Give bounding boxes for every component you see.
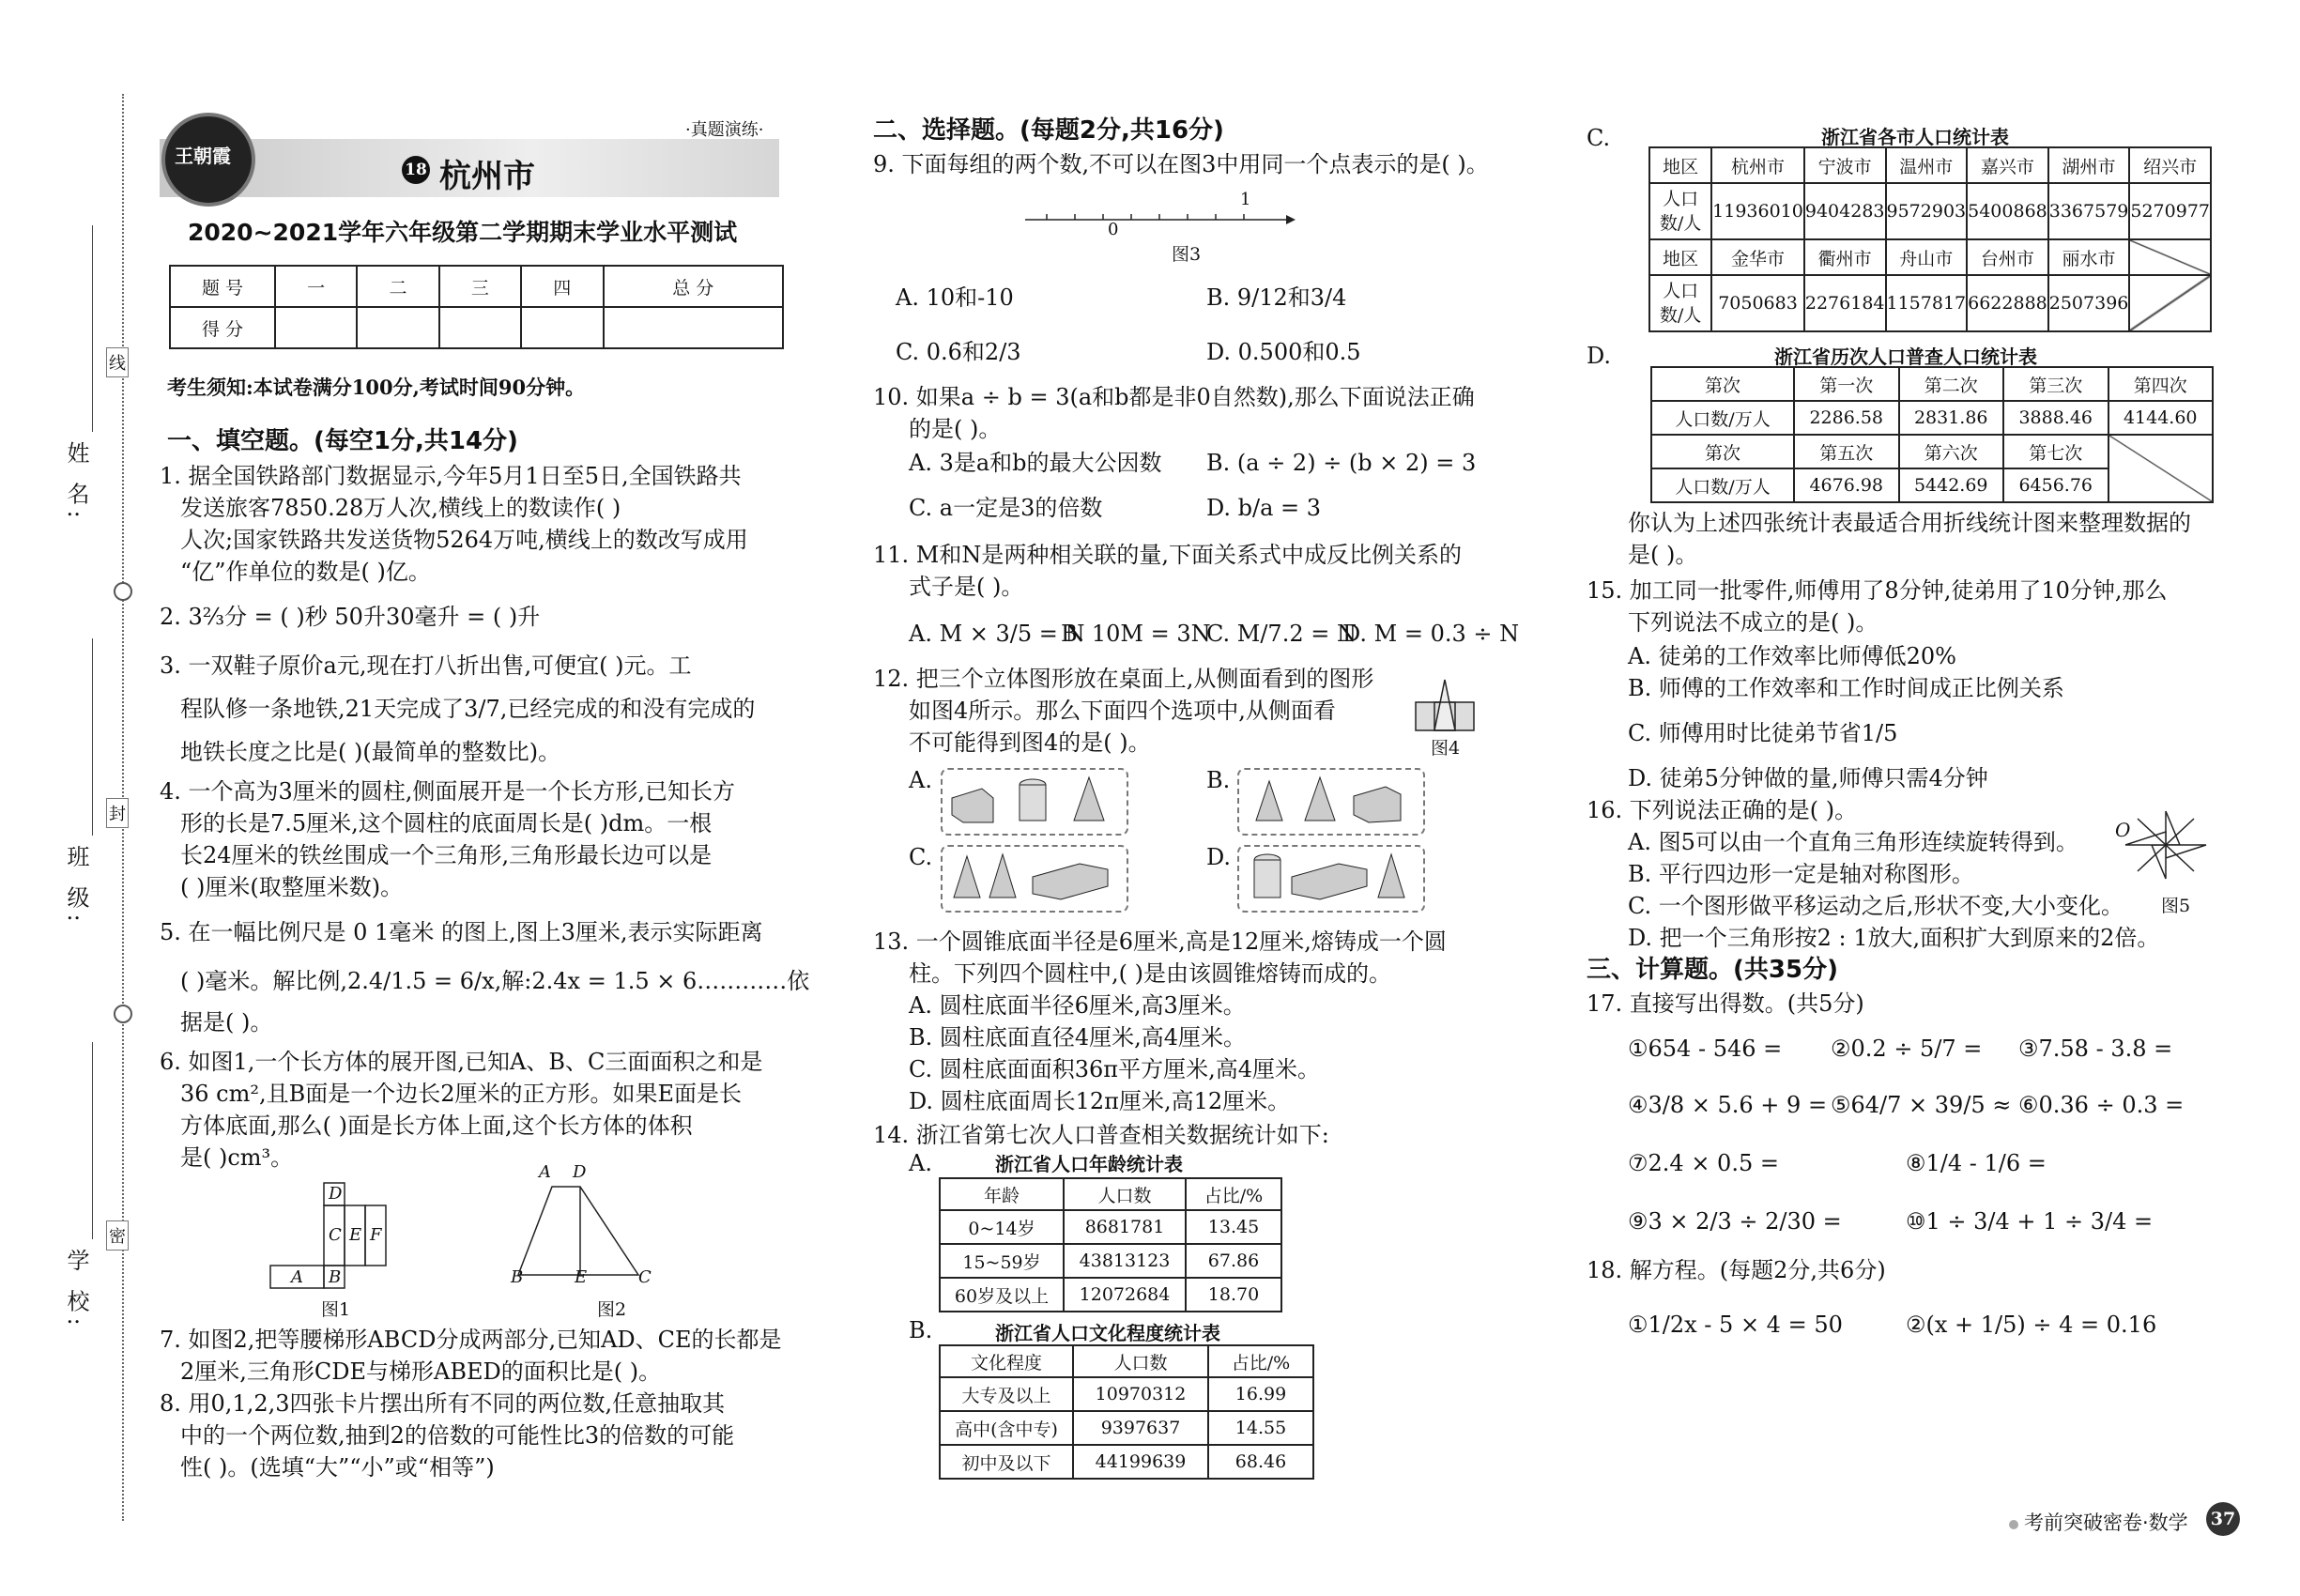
q11-option-b: B. 10M = 3N (1061, 621, 1211, 647)
q17-item: ②0.2 ÷ 5/7 = (1831, 1036, 1983, 1062)
cone-icon (1256, 781, 1282, 821)
table-c-label: C. (1587, 125, 1611, 151)
table-row (940, 1411, 1313, 1445)
q18-item: ②(x + 1/5) ÷ 4 = 0.16 (1906, 1312, 2157, 1338)
fig2-label: 图2 (597, 1299, 627, 1320)
table-row (1651, 401, 2213, 435)
table-cell: 1157817 (1886, 275, 1968, 331)
q13-line: 柱。下列四个圆柱中,( )是由该圆锥熔铸而成的。 (909, 960, 1391, 987)
solids-option-c (948, 851, 1117, 903)
table-cell: 6456.76 (2003, 468, 2108, 502)
table-cell: 3888.46 (2003, 401, 2108, 435)
q11-line: 式子是( )。 (909, 574, 1024, 600)
table-cell: 3367579 (2048, 183, 2130, 239)
table-cell: 44199639 (1073, 1445, 1208, 1479)
pinwheel-blade (2152, 845, 2166, 879)
fig1-letter: F (370, 1225, 382, 1245)
table-header-cell: 人口数 (1064, 1178, 1186, 1210)
q5-line: ( )毫米。解比例,2.4/1.5 = 6/x,解:2.4x = 1.5 × 6…………依 (180, 968, 810, 994)
score-header-cell: 题 号 (170, 266, 275, 307)
table-cell: 嘉兴市 (1967, 147, 2048, 183)
score-table-row (170, 307, 783, 348)
table-cell: 舟山市 (1886, 239, 1968, 275)
table-cell: 2507396 (2048, 275, 2130, 331)
section2-title: 二、选择题。(每题2分,共16分) (873, 116, 1224, 145)
table-cell-empty (2108, 435, 2214, 502)
q1-line: 人次;国家铁路共发送货物5264万吨,横线上的数改写成用 (180, 527, 748, 553)
column-middle (873, 0, 1549, 1596)
q11-option-c: C. M/7.2 = N (1206, 621, 1357, 647)
table-cell: 绍兴市 (2129, 147, 2211, 183)
fig1-letter: C (329, 1225, 342, 1245)
cuboid-icon (952, 789, 993, 822)
q12-option-c: C. (909, 844, 933, 870)
table-cell: 68.46 (1208, 1445, 1313, 1479)
q7-line: 2厘米,三角形CDE与梯形ABED的面积比是( )。 (180, 1358, 662, 1385)
table-row (940, 1377, 1313, 1411)
score-header-cell: 总 分 (604, 266, 784, 307)
table-cell: 2276184 (1804, 275, 1886, 331)
table-d-title: 浙江省历次人口普查人口统计表 (1774, 345, 2037, 368)
table-cell: 5270977 (2129, 183, 2211, 239)
q17-item: ⑧1/4 - 1/6 = (1906, 1150, 2047, 1176)
score-input-cell[interactable] (439, 307, 521, 348)
table-cell: 第五次 (1794, 435, 1899, 468)
table-cell: 0~14岁 (940, 1210, 1064, 1244)
table-cell: 5400868 (1967, 183, 2048, 239)
q5-line: 5. 在一幅比例尺是 0 1毫米 的图上,图上3厘米,表示实际距离 (160, 919, 763, 945)
fig1-label: 图1 (321, 1299, 351, 1320)
section3-title: 三、计算题。(共35分) (1587, 956, 1838, 984)
cone-icon (1378, 854, 1404, 898)
table-cell: 7050683 (1711, 275, 1804, 331)
q1-line: “亿”作单位的数是( )亿。 (180, 559, 431, 585)
q10-option-c: C. a一定是3的倍数 (909, 495, 1103, 521)
table-cell: 第二次 (1899, 367, 2004, 401)
q16-option-c: C. 一个图形做平移运动之后,形状不变,大小变化。 (1628, 893, 2124, 919)
seal-char-seal: 封 (106, 798, 129, 828)
figure3-number-line (1023, 208, 1296, 231)
table-cell: 第六次 (1899, 435, 2004, 468)
q6-line: 36 cm²,且B面是一个边长2厘米的正方形。如果E面是长 (180, 1081, 743, 1107)
fig1-letter: B (329, 1267, 342, 1287)
q15-option-d: D. 徒弟5分钟做的量,师傅只需4分钟 (1628, 765, 1988, 791)
class-label: 班 级: (63, 845, 89, 928)
figure4-side-view (1414, 678, 1476, 732)
q17-item: ⑨3 × 2/3 ÷ 2/30 = (1628, 1208, 1842, 1235)
q4-line: 4. 一个高为3厘米的圆柱,侧面展开是一个长方形,已知长方 (160, 778, 736, 805)
table-header-cell: 文化程度 (940, 1345, 1073, 1377)
table-cell: 11936010 (1711, 183, 1804, 239)
table-row (1649, 183, 2211, 239)
fig3-label: 图3 (1172, 244, 1202, 265)
table-cell: 衢州市 (1804, 239, 1886, 275)
section1-title: 一、填空题。(每空1分,共14分) (167, 427, 518, 455)
q11-option-a: A. M × 3/5 = N (909, 621, 1085, 647)
q15-line: 下列说法不成立的是( )。 (1628, 609, 1878, 636)
q12-option-a: A. (909, 767, 932, 793)
table-cell: 大专及以上 (940, 1377, 1073, 1411)
fig4-label: 图4 (1431, 738, 1461, 759)
binding-hole-icon (114, 1005, 132, 1023)
q9-option-c: C. 0.6̇和2/3 (896, 339, 1021, 365)
table-cell: 5442.69 (1899, 468, 2004, 502)
table-row (940, 1210, 1281, 1244)
q4-line: 形的长是7.5厘米,这个圆柱的底面周长是( )dm。一根 (180, 810, 713, 836)
fig3-tick-label: 0 (1108, 220, 1119, 239)
q1-line: 1. 据全国铁路部门数据显示,今年5月1日至5日,全国铁路共 (160, 463, 742, 489)
table-header-cell: 人口数 (1073, 1345, 1208, 1377)
q7-line: 7. 如图2,把等腰梯形ABCD分成两部分,已知AD、CE的长都是 (160, 1327, 782, 1353)
q16-option-d: D. 把一个三角形按2 : 1放大,面积扩大到原来的2倍。 (1628, 925, 2160, 951)
fig5-center-label: O (2115, 819, 2131, 841)
table-b-label: B. (909, 1317, 933, 1343)
binding-hole-icon (114, 582, 132, 601)
trapezoid-outline (518, 1187, 638, 1275)
table-a-title: 浙江省人口年龄统计表 (995, 1153, 1183, 1175)
table-header-cell: 占比/% (1208, 1345, 1313, 1377)
q16-line: 16. 下列说法正确的是( )。 (1587, 797, 1858, 823)
q4-line: 长24厘米的铁丝围成一个三角形,三角形最长边可以是 (180, 842, 713, 868)
q15-line: 15. 加工同一批零件,师傅用了8分钟,徒弟用了10分钟,那么 (1587, 577, 2168, 604)
score-header-cell: 四 (521, 266, 603, 307)
q9-option-d: D. 0.500和0.5 (1206, 339, 1361, 365)
solids-option-b (1245, 774, 1414, 826)
cone-icon (954, 856, 980, 898)
school-blank-line (92, 1042, 93, 1239)
fig2-letter: C (638, 1267, 652, 1287)
class-blank-line (92, 638, 93, 836)
q13-option-a: A. 圆柱底面半径6厘米,高3厘米。 (909, 992, 1246, 1019)
q15-option-b: B. 师傅的工作效率和工作时间成正比例关系 (1628, 675, 2064, 701)
q8-line: 性( )。(选填“大”“小”或“相等”) (180, 1454, 495, 1481)
q6-line: 是( )cm³。 (180, 1144, 294, 1171)
table-row (940, 1244, 1281, 1278)
number-line-arrow (1286, 215, 1296, 224)
score-header-cell: 二 (357, 266, 438, 307)
table-cell: 湖州市 (2048, 147, 2130, 183)
table-cell: 4144.60 (2108, 401, 2214, 435)
q6-line: 方体底面,那么( )面是长方体上面,这个长方体的体积 (180, 1113, 693, 1139)
footer-text: 考前突破密卷·数学 (2024, 1512, 2188, 1534)
column-right (1587, 0, 2281, 1596)
column-left (160, 0, 810, 1596)
q12-option-d: D. (1206, 844, 1232, 870)
q10-line: 的是( )。 (909, 416, 1002, 442)
table-cell: 人口数/万人 (1651, 401, 1794, 435)
q17-item: ⑩1 ÷ 3/4 + 1 ÷ 3/4 = (1906, 1208, 2154, 1235)
table-b-title: 浙江省人口文化程度统计表 (995, 1322, 1220, 1344)
table-cell: 人口数/万人 (1651, 468, 1794, 502)
table-cell: 4676.98 (1794, 468, 1899, 502)
table-cell: 第次 (1651, 435, 1794, 468)
table-cell: 第七次 (2003, 435, 2108, 468)
table-header-cell: 占比/% (1186, 1178, 1281, 1210)
fig2-letter: E (575, 1267, 588, 1287)
table-cell: 12072684 (1064, 1278, 1186, 1312)
table-c (1648, 146, 2212, 332)
q14-tail-line: 你认为上述四张统计表最适合用折线统计图来整理数据的 (1628, 510, 2191, 536)
q10-option-a: A. 3是a和b的最大公因数 (909, 450, 1162, 476)
page-number: 37 (2206, 1502, 2240, 1536)
table-cell: 10970312 (1073, 1377, 1208, 1411)
q17-item: ⑦2.4 × 0.5 = (1628, 1150, 1779, 1176)
cuboid-icon (1033, 864, 1108, 899)
q16-option-a: A. 图5可以由一个直角三角形连续旋转得到。 (1628, 829, 2078, 855)
q17-item: ⑤64/7 × 39/5 ≈ (1831, 1092, 2012, 1118)
table-d-label: D. (1587, 343, 1612, 369)
school-label: 学 校: (63, 1249, 89, 1331)
table-a (939, 1177, 1282, 1312)
q1-line: 发送旅客7850.28万人次,横线上的数读作( ) (180, 495, 621, 521)
fig2-letter: A (539, 1162, 551, 1182)
table-d (1650, 366, 2214, 503)
pinwheel-blade (2166, 811, 2180, 845)
q10-line: 10. 如果a ÷ b = 3(a和b都是非0自然数),那么下面说法正确 (873, 384, 1475, 410)
q2-line: 2. 3⅔分 = ( )秒 50升30毫升 = ( )升 (160, 604, 541, 630)
solids-option-a (948, 774, 1117, 826)
q11-option-d: D. M = 0.3 ÷ N (1342, 621, 1520, 647)
q13-option-b: B. 圆柱底面直径4厘米,高4厘米。 (909, 1024, 1247, 1051)
cuboid-icon (1354, 787, 1401, 822)
table-cell: 第一次 (1794, 367, 1899, 401)
cylinder-body (1254, 860, 1280, 898)
q17-line: 17. 直接写出得数。(共5分) (1587, 990, 1864, 1017)
fig1-letter: A (291, 1267, 303, 1287)
score-input-cell[interactable] (275, 307, 357, 348)
notice: 考生须知:本试卷满分100分,考试时间90分钟。 (167, 376, 586, 399)
q12-line: 12. 把三个立体图形放在桌面上,从侧面看到的图形 (873, 666, 1374, 692)
table-cell: 2286.58 (1794, 401, 1899, 435)
q3-line: 程队修一条地铁,21天完成了3/7,已经完成的和没有完成的 (180, 696, 756, 722)
q15-option-a: A. 徒弟的工作效率比师傅低20% (1628, 643, 1956, 669)
table-cell: 67.86 (1186, 1244, 1281, 1278)
table-cell: 高中(含中专) (940, 1411, 1073, 1445)
table-cell: 60岁及以上 (940, 1278, 1064, 1312)
q15-option-c: C. 师傅用时比徒弟节省1/5 (1628, 720, 1898, 746)
city-title: 杭州市 (439, 158, 535, 195)
cone-icon (989, 854, 1016, 898)
q18-item: ①1/2x - 5 × 4 = 50 (1628, 1312, 1843, 1338)
table-cell: 43813123 (1064, 1244, 1186, 1278)
table-cell: 宁波市 (1804, 147, 1886, 183)
q9-option-a: A. 10和-10 (896, 284, 1014, 311)
q12-option-b: B. (1206, 767, 1231, 793)
table-cell: 9397637 (1073, 1411, 1208, 1445)
score-input-cell[interactable] (521, 307, 603, 348)
table-cell: 台州市 (1967, 239, 2048, 275)
name-blank-line (92, 225, 93, 432)
footer-dot-icon (2009, 1520, 2018, 1529)
q10-option-b: B. (a ÷ 2) ÷ (b × 2) = 3 (1206, 450, 1477, 476)
fig1-letter: E (349, 1225, 362, 1245)
table-cell: 人口 数/人 (1649, 275, 1711, 331)
name-label: 姓 名: (63, 441, 89, 524)
score-header-cell: 三 (439, 266, 521, 307)
q17-item: ④3/8 × 5.6 + 9 = (1628, 1092, 1828, 1118)
q6-line: 6. 如图1,一个长方体的展开图,已知A、B、C三面面积之和是 (160, 1049, 763, 1075)
table-cell: 温州市 (1886, 147, 1968, 183)
q4-line: ( )厘米(取整厘米数)。 (180, 874, 404, 900)
table-cell: 18.70 (1186, 1278, 1281, 1312)
score-label-cell: 得 分 (170, 307, 275, 348)
table-cell: 6622888 (1967, 275, 2048, 331)
q17-item: ⑥0.36 ÷ 0.3 = (2018, 1092, 2185, 1118)
score-input-cell[interactable] (604, 307, 784, 348)
table-row (940, 1278, 1281, 1312)
table-cell: 人口 数/人 (1649, 183, 1711, 239)
table-cell: 9572903 (1886, 183, 1968, 239)
header-tag: ·真题演练· (685, 120, 764, 140)
table-row (940, 1445, 1313, 1479)
table-cell: 地区 (1649, 239, 1711, 275)
q11-line: 11. M和N是两种相关联的量,下面关系式中成反比例关系的 (873, 542, 1462, 568)
table-cell: 第四次 (2108, 367, 2214, 401)
q9-line: 9. 下面每组的两个数,不可以在图3中用同一个点表示的是( )。 (873, 151, 1489, 177)
score-table-row (170, 266, 783, 307)
q16-option-b: B. 平行四边形一定是轴对称图形。 (1628, 861, 1974, 887)
q17-item: ③7.58 - 3.8 = (2018, 1036, 2173, 1062)
cone-icon (1074, 777, 1104, 821)
q9-option-b: B. 9/12和3/4 (1206, 284, 1347, 311)
table-cell: 9404283 (1804, 183, 1886, 239)
solids-option-d (1245, 851, 1414, 903)
seal-char-secret: 密 (106, 1220, 129, 1251)
fig5-label: 图5 (2161, 896, 2191, 916)
q5-line: 据是( )。 (180, 1009, 273, 1036)
table-cell-empty (2129, 275, 2211, 331)
table-a-label: A. (909, 1150, 932, 1176)
table-cell: 8681781 (1064, 1210, 1186, 1244)
table-row (1649, 147, 2211, 183)
fig2-letter: D (573, 1162, 587, 1182)
cone-icon (1305, 777, 1335, 821)
table-row (1649, 239, 2211, 275)
table-cell: 15~59岁 (940, 1244, 1064, 1278)
table-c-title: 浙江省各市人口统计表 (1821, 126, 2009, 148)
score-header-cell: 一 (275, 266, 357, 307)
seal-char-line: 线 (106, 347, 129, 377)
exam-title: 2020~2021学年六年级第二学期期末学业水平测试 (188, 219, 738, 246)
q13-line: 13. 一个圆锥底面半径是6厘米,高是12厘米,熔铸成一个圆 (873, 928, 1447, 955)
table-cell: 第次 (1651, 367, 1794, 401)
q17-item: ①654 - 546 = (1628, 1036, 1783, 1062)
table-cell: 2831.86 (1899, 401, 2004, 435)
table-cell: 杭州市 (1711, 147, 1804, 183)
table-row (940, 1345, 1313, 1377)
table-cell: 丽水市 (2048, 239, 2130, 275)
fig2-letter: B (511, 1267, 524, 1287)
q3-line: 地铁长度之比是( )(最简单的整数比)。 (180, 739, 561, 765)
table-cell: 13.45 (1186, 1210, 1281, 1244)
table-cell: 16.99 (1208, 1377, 1313, 1411)
table-header-cell: 年龄 (940, 1178, 1064, 1210)
table-cell: 初中及以下 (940, 1445, 1073, 1479)
q13-option-d: D. 圆柱底面周长12π厘米,高12厘米。 (909, 1088, 1291, 1114)
q8-line: 中的一个两位数,抽到2的倍数的可能性比3的倍数的可能 (180, 1422, 735, 1449)
q8-line: 8. 用0,1,2,3四张卡片摆出所有不同的两位数,任意抽取其 (160, 1390, 726, 1417)
table-cell: 14.55 (1208, 1411, 1313, 1445)
score-table (169, 265, 784, 349)
table-cell: 金华市 (1711, 239, 1804, 275)
table-b (939, 1344, 1314, 1480)
q18-line: 18. 解方程。(每题2分,共6分) (1587, 1257, 1886, 1283)
table-row (940, 1178, 1281, 1210)
score-input-cell[interactable] (357, 307, 438, 348)
logo-text: 王朝霞 (175, 145, 231, 167)
q14-line: 14. 浙江省第七次人口普查相关数据统计如下: (873, 1122, 1329, 1148)
q10-option-d: D. b/a = 3 (1206, 495, 1322, 521)
q14-tail-line: 是( )。 (1628, 542, 1698, 568)
header-badge: 18 (402, 156, 430, 184)
q3-line: 3. 一双鞋子原价a元,现在打八折出售,可便宜( )元。工 (160, 652, 692, 679)
table-row (1649, 275, 2211, 331)
cuboid-icon (1292, 864, 1367, 899)
table-row (1651, 367, 2213, 401)
q12-line: 如图4所示。那么下面四个选项中,从侧面看 (909, 698, 1336, 724)
fig1-letter: D (329, 1184, 343, 1204)
table-cell-empty (2129, 239, 2211, 275)
table-cell: 地区 (1649, 147, 1711, 183)
table-cell: 第三次 (2003, 367, 2108, 401)
figure5-pinwheel (2124, 809, 2208, 881)
q12-line: 不可能得到图4的是( )。 (909, 729, 1151, 756)
q13-option-c: C. 圆柱底面面积36π平方厘米,高4厘米。 (909, 1056, 1320, 1082)
fig3-tick-label: 1 (1240, 190, 1251, 209)
table-row (1651, 435, 2213, 468)
cylinder-body (1020, 785, 1046, 821)
